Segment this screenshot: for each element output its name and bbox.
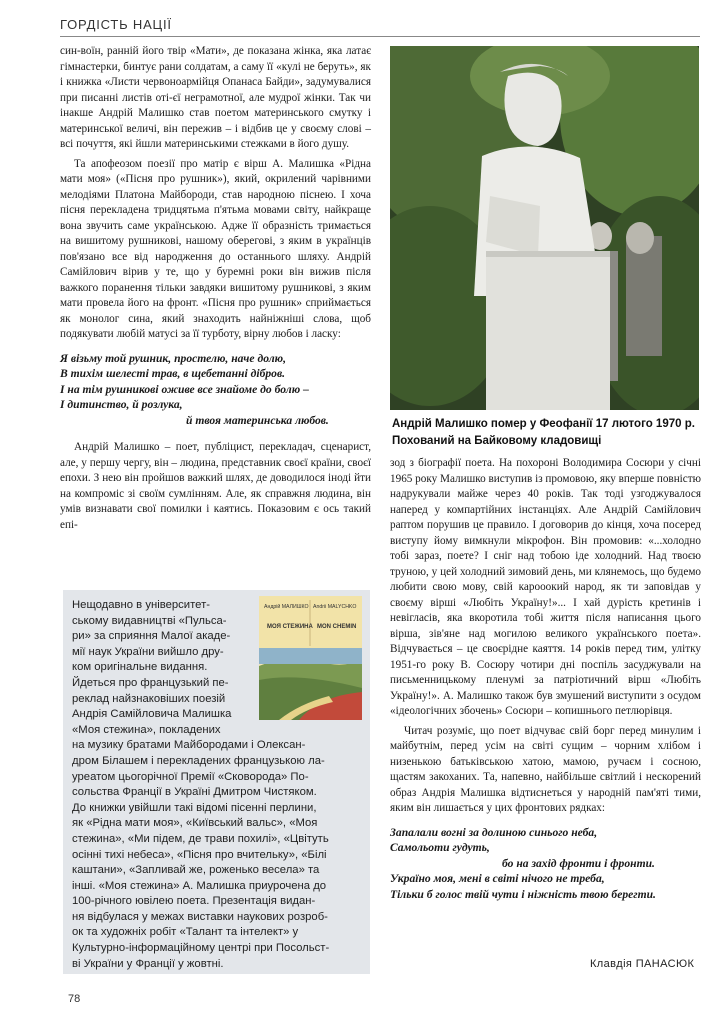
sidebar-line: «Моя стежина», покладених bbox=[72, 723, 221, 736]
sidebar-line: каштани», «Запливай же, роженько весела» та bbox=[72, 864, 320, 877]
paragraph: Андрій Малишко – поет, публіцист, перекладач, сценарист, але, у першу чергу, він – людина, представник своєї країни, своєї епохи. З нею він пройшов важкий шлях, де доводилося іноді йти на компроміс зі своїм сумлінням. Але, як справжня людина, він умів визнавати свої помилки і каятись. Показовим є ось такий епі- bbox=[60, 441, 371, 531]
sidebar-line: уреатом цьогорічної Премії «Сковорода» По- bbox=[72, 770, 309, 783]
poem-quote bbox=[390, 825, 701, 903]
sidebar-text bbox=[72, 598, 362, 972]
sidebar-line: ня відбулася у межах виставки наукових розроб- bbox=[72, 910, 328, 923]
sidebar-line: ри» за сприяння Малої акаде- bbox=[72, 630, 231, 643]
sidebar-line: ському видавництві «Пульса- bbox=[72, 614, 227, 627]
paragraph: Та апофеозом поезії про матір є вірш А. Малишка «Рідна мати моя» («Пісня про рушник»), який, окрилений чарівними мелодіями Платона Майбороди, став народною піснею. І хоча пісня перекладена тридцятьма п'ятьма мовами світу, найкраще вона звучить саме українською. Адже її образність тримається на вишитому рушникові, нашому оберегові, з яким в українців пов'язано все від народження до останнього шляху. Андрій Самійлович вірив у те, що у буремні роки він вижив після важкого поранення тільки завдяки вишитому рушникові, з яким мати провела його на фронт. «Пісня про рушник» сприймається як монолог сина, який знаходить найніжніші слова, щоб подякувати любій матусі за її турботу, вірну любов і ласку: bbox=[60, 157, 371, 340]
sidebar-line: стежина», «Ми підем, де трави похилі», «Цвітуть bbox=[72, 832, 329, 845]
poem-quote bbox=[60, 351, 371, 429]
poem-line: Запалали вогні за долиною синього неба, bbox=[390, 825, 598, 839]
poem-line: І на тім рушникові оживе все знайоме до болю – bbox=[60, 382, 309, 396]
monument-photo bbox=[390, 46, 699, 410]
sidebar-line: мії наук України вийшло дру- bbox=[72, 645, 224, 658]
paragraph: син-воїн, ранній його твір «Мати», де показана жінка, яка латає гімнастерки, бинтує рани солдатам, а саму її «кулі не беруть», як і книжка «Листи червоноармійця Опанаса Байди», задумувалися при писанні листів оті-єї неграмотної, але мудрої жінки. Так чи інакше Андрій Малишко став поетом материнського смутку і материнської величі, він пережив – і відбив це у своєму слові – всі почуття, які йшли материнськими стежками в його душу. bbox=[60, 45, 371, 150]
article-author: Клавдія ПАНАСЮК bbox=[590, 958, 695, 970]
sidebar-line: Нещодавно в університет- bbox=[72, 599, 211, 611]
right-column bbox=[390, 456, 701, 914]
section-title: ГОРДІСТЬ НАЦІЇ bbox=[60, 17, 172, 32]
sidebar-line: ком оригінальне видання. bbox=[72, 661, 208, 674]
poem-line: Тільки б голос твій чути і ніжність твою берегти. bbox=[390, 887, 656, 901]
sidebar-line: ок та художніх робіт «Талант та інтелект» у bbox=[72, 926, 299, 939]
poem-line: В тихім шелесті трав, в щебетанні дібров. bbox=[60, 367, 286, 380]
book-author-right: Andrii MALYCHKO bbox=[313, 604, 357, 610]
sidebar-line: як «Рідна мати моя», «Київський вальс», «Моя bbox=[72, 817, 318, 830]
poem-line: І дитинство, й розлука, bbox=[60, 398, 183, 411]
paragraph: Читач розуміє, що поет відчуває свій борг перед минулим і майбутнім, перед усім на світі сущим – чорним хлібом і низенькою батьківською хатою, мамою, ручаєм і сосною, щастям закоханих. Та, напевно, найбільше світлий і нескорений образ Андрія Малишка відтиснеться у народній пам'яті тими, яким він лишається у цих фронтових рядках: bbox=[390, 724, 701, 814]
page-header bbox=[60, 16, 700, 38]
sidebar-line: на музику братами Майбородами і Олексан- bbox=[72, 739, 306, 752]
photo-caption: Андрій Малишко помер у Феофанії 17 лютого 1970 р. Похований на Байковому кладовищі bbox=[392, 418, 695, 447]
sidebar-line: реклад найзнаковіших поезій bbox=[72, 692, 226, 705]
book-author-left: Андрій МАЛИШКО bbox=[264, 604, 309, 610]
poem-line: Україно моя, мені в світі нічого не треба, bbox=[390, 872, 605, 885]
sidebar-line: сольства Франції в Україні Дмитром Чистяком. bbox=[72, 786, 317, 799]
sidebar-line: 100-річного ювілею поета. Презентація видан- bbox=[72, 895, 316, 908]
sidebar-line: Йдеться про французький пе- bbox=[72, 676, 229, 689]
sidebar-line: Культурно-інформаційному центрі при Посольст- bbox=[72, 942, 330, 955]
sidebar-line: осінні тихі небеса», «Пісня про вчительку», «Білі bbox=[72, 848, 327, 861]
paragraph: зод з біографії поета. На похороні Володимира Сосюри у січні 1965 року Малишко виступив із промовою, яку вперше повністю надрукували майже через 40 років. Так тоді узгоджувалося наперед у компартійних інстанціях. Але Андрій Самійлович раптом порушив це правило. І договорив до кінця, хоча посеред виступу йому вимкнули мікрофон. Він промовив: «...холодно тобі зараз, поете? І сніг над тобою іде холодний. Над твоєю труною, у цей холодний зимовий день, ми клянемось, що будемо любити свою мову, свій карооокий народ, як ти заповідав у своєму вірші «Любіть Україну!»... І хай дурість кретинів і невігласів, яка вкоротила тобі життя після написання цього вірша, зів'яне над могилою великого українського поета». Відчувається – це своєрідне каяття. 14 років перед тим, улітку 1951-го року В. Сосюру чотири дні поспіль засуджували на письменницькому пленумі за патріотичний вірш «Любіть Україну!». А. Малишко також був змушений виступити з осудом «ідеологічних збочень» Сосюри – копишнього петлюрівця. bbox=[390, 457, 702, 717]
sidebar-line: дром Білашем і перекладених французькою ла- bbox=[72, 754, 325, 767]
sidebar-line: ві України у Франції у жовтні. bbox=[72, 957, 224, 970]
header-divider bbox=[60, 36, 700, 37]
poem-line: Я візьму той рушник, простелю, наче долю, bbox=[60, 351, 287, 365]
page-number: 78 bbox=[68, 993, 81, 1005]
book-announcement-sidebar bbox=[63, 590, 370, 974]
left-column bbox=[60, 44, 371, 537]
book-title-right: MON CHEMIN bbox=[317, 624, 357, 630]
book-title-left: МОЯ СТЕЖИНА bbox=[267, 624, 313, 630]
poem-line: Самольоти гудуть, bbox=[390, 841, 490, 854]
monument-illustration bbox=[390, 46, 699, 410]
poem-line: й твоя материнська любов. bbox=[186, 413, 329, 427]
sidebar-line: інші. «Моя стежина» А. Малишка приурочена до bbox=[72, 879, 327, 892]
sidebar-line: Андрія Самійловича Малишка bbox=[72, 708, 232, 721]
sidebar-line: До книжки увійшли такі відомі пісенні перлини, bbox=[72, 801, 317, 814]
poem-line: бо на захід фронти і фронти. bbox=[502, 856, 655, 870]
